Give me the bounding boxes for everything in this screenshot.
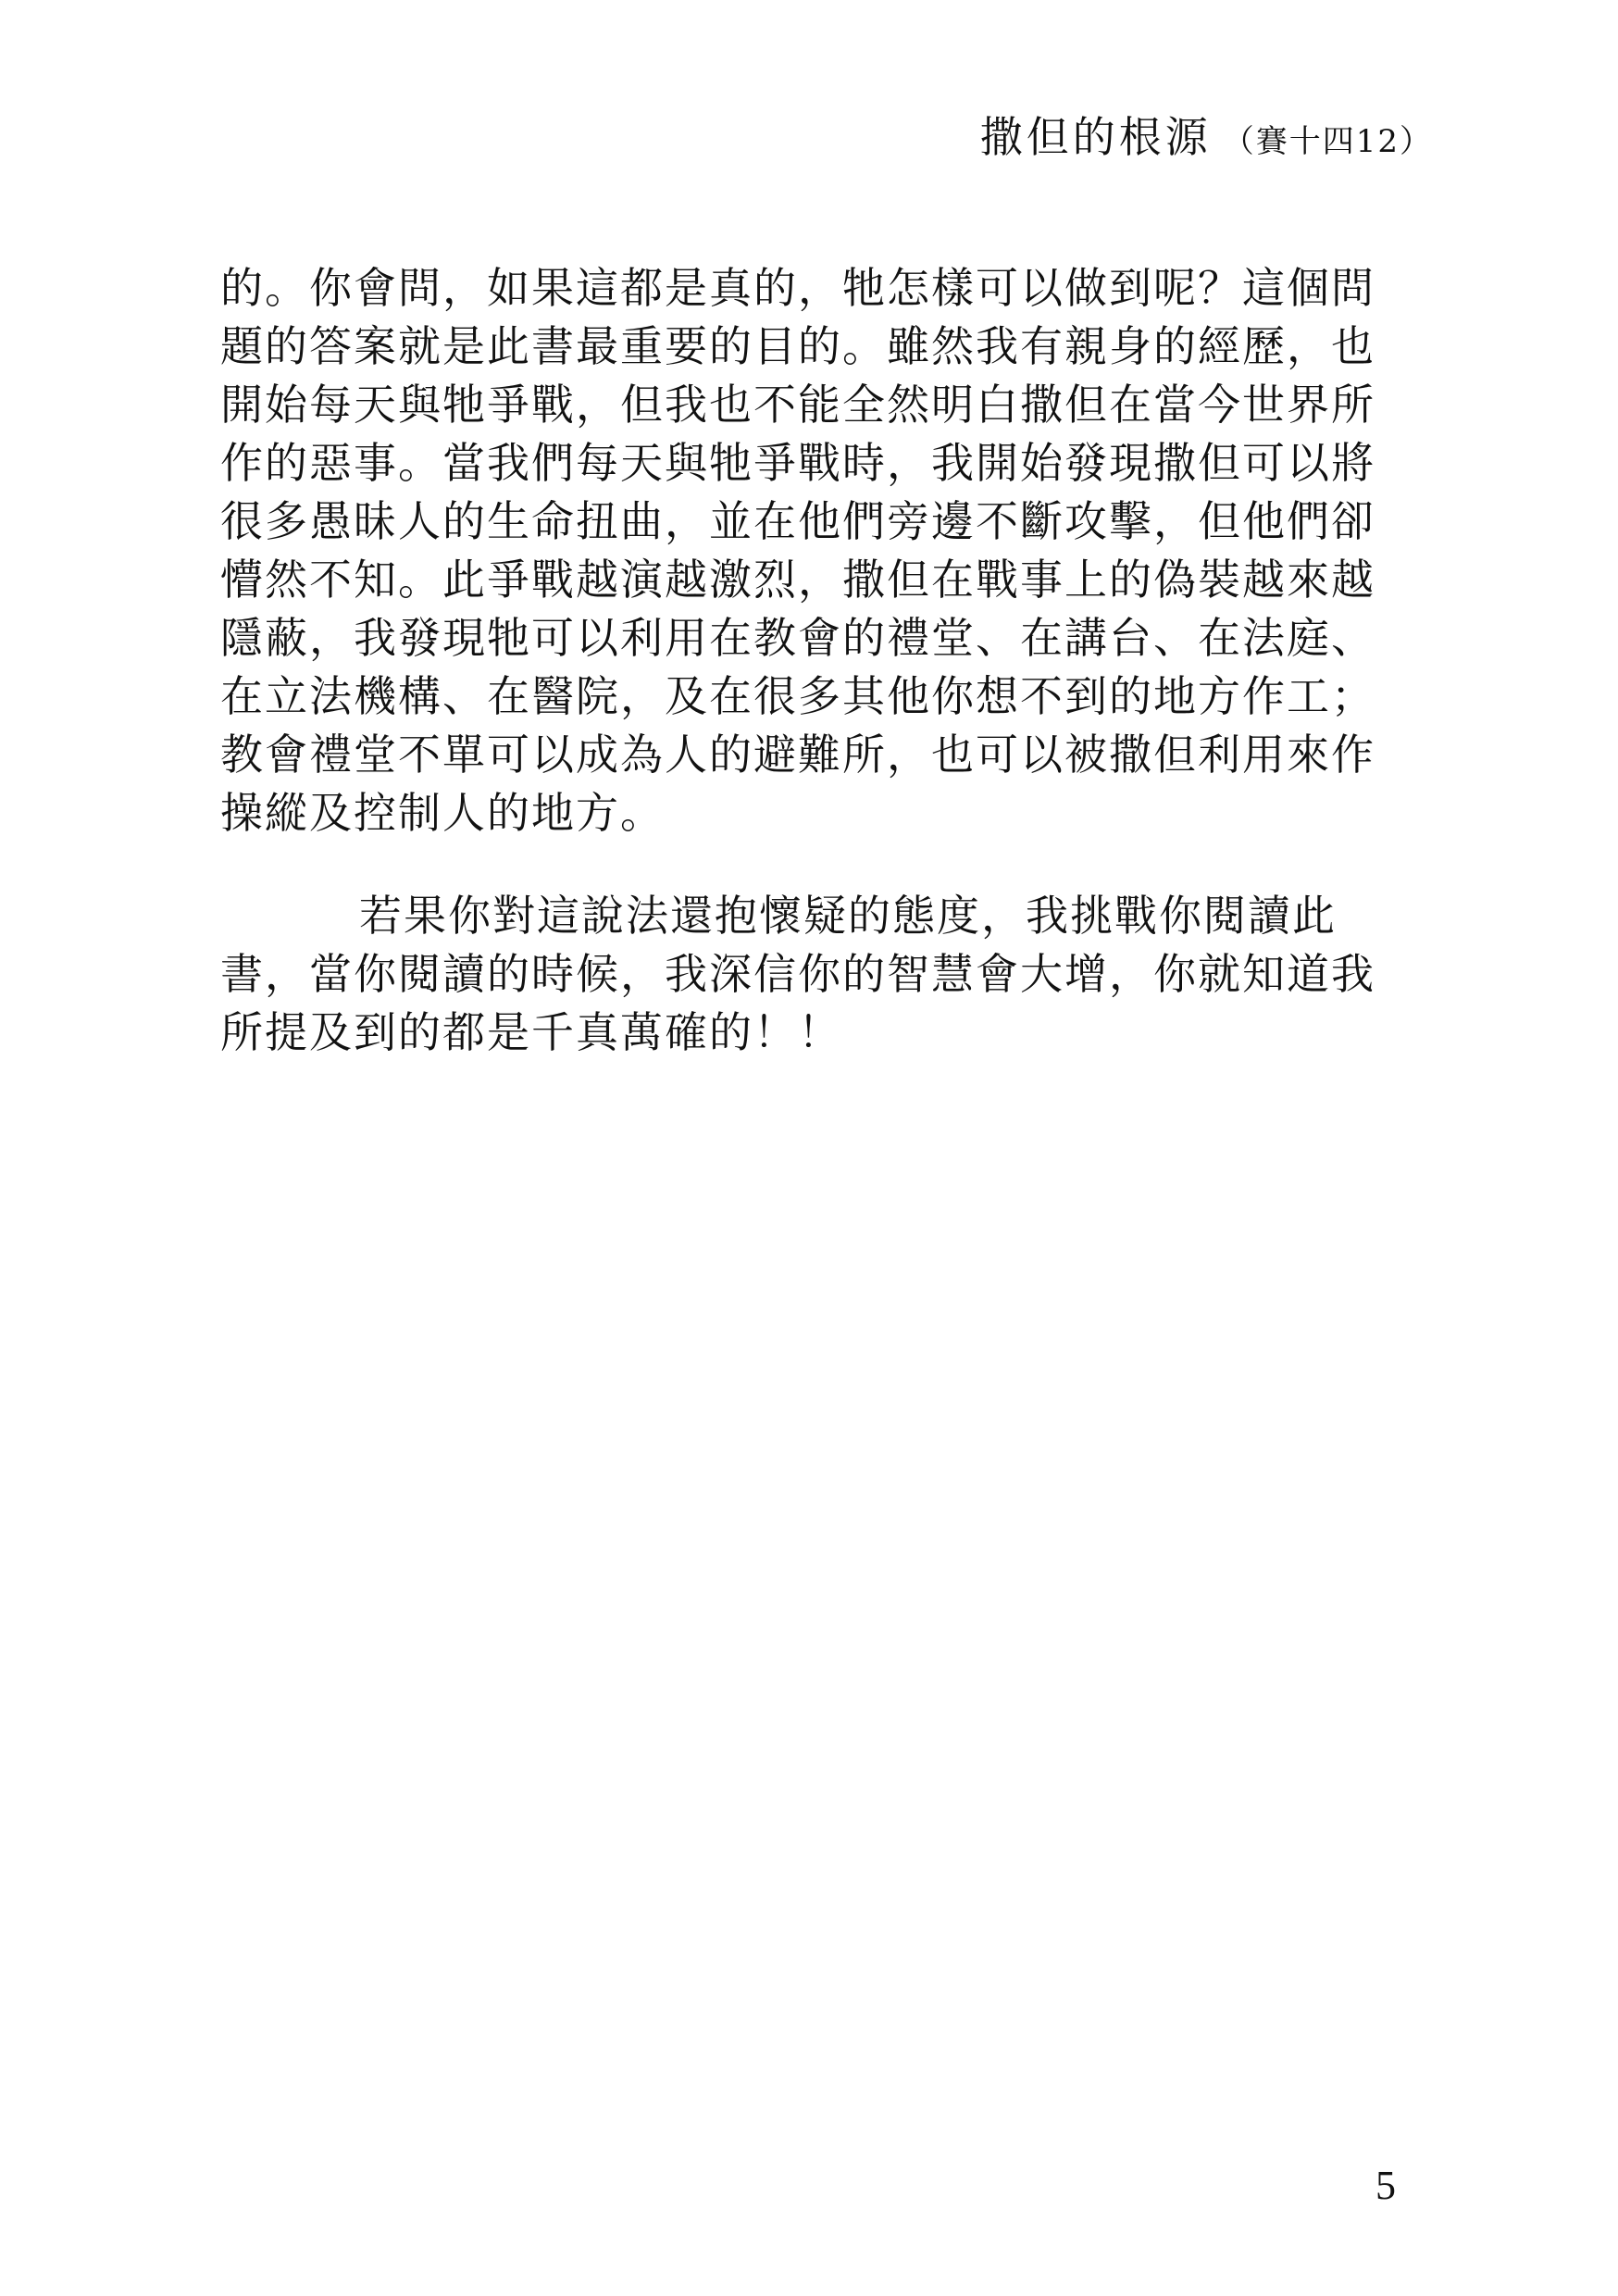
text-line: 隱蔽，我發現牠可以利用在教會的禮堂、在講台、在法庭、 xyxy=(220,613,1375,663)
text-line: 在立法機構、在醫院，及在很多其他你想不到的地方作工； xyxy=(220,671,1375,721)
text-line: 開始每天與牠爭戰，但我也不能全然明白撒但在當今世界所 xyxy=(220,380,1375,430)
running-header xyxy=(980,104,1433,165)
text-line: 教會禮堂不單可以成為人的避難所，也可以被撒但利用來作 xyxy=(220,730,1375,780)
page-number: 5 xyxy=(1375,2163,1396,2208)
text-line: 題的答案就是此書最重要的目的。雖然我有親身的經歷，也 xyxy=(220,321,1375,371)
text-line: 懵然不知。此爭戰越演越激烈，撒但在戰事上的偽裝越來越 xyxy=(220,555,1375,605)
paragraph-2 xyxy=(220,887,1442,1062)
body-text xyxy=(220,259,1442,1062)
paragraph-1 xyxy=(220,259,1442,842)
text-line: 很多愚昧人的生命扭曲，並在他們旁邊不斷攻擊，但他們卻 xyxy=(220,496,1375,546)
text-line: 操縱及控制人的地方。 xyxy=(220,788,665,838)
header-title: 撒但的根源 xyxy=(979,112,1212,162)
text-line: 書，當你閱讀的時候，我深信你的智慧會大增，你就知道我 xyxy=(220,949,1375,999)
paragraph-gap xyxy=(220,842,1442,887)
header-subtitle: （賽十四12） xyxy=(1222,123,1433,160)
text-line: 作的惡事。當我們每天與牠爭戰時，我開始發現撒但可以將 xyxy=(220,438,1375,488)
text-line: 若果你對這說法還抱懷疑的態度，我挑戰你閱讀此 xyxy=(359,891,1337,941)
text-line: 所提及到的都是千真萬確的！！ xyxy=(220,1007,842,1057)
text-line: 的。你會問，如果這都是真的，牠怎樣可以做到呢？這個問 xyxy=(220,263,1375,313)
